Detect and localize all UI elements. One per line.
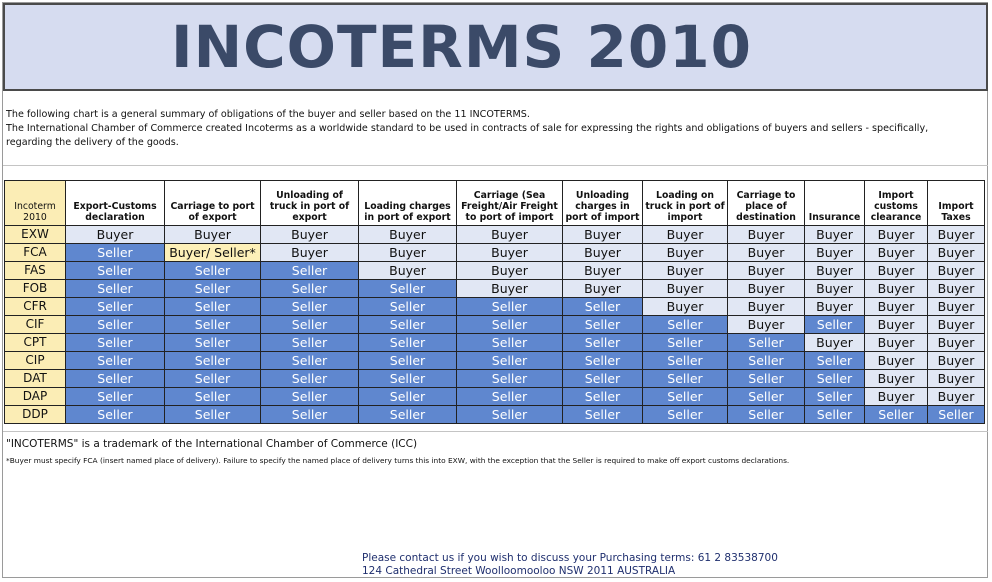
seller-cell: Seller [805,352,865,370]
seller-cell: Seller [457,388,563,406]
seller-cell: Seller [805,406,865,424]
buyer-cell: Buyer [359,262,457,280]
buyer-cell: Buyer [865,334,928,352]
trademark-note: "INCOTERMS" is a trademark of the International Chamber of Commerce (ICC) [6,438,418,450]
seller-cell: Seller [66,244,165,262]
seller-cell: Seller [563,370,643,388]
buyer-cell: Buyer [261,244,359,262]
seller-cell: Seller [728,370,805,388]
incoterm-cell: FAS [5,262,66,280]
seller-cell: Seller [805,370,865,388]
table-row [5,388,985,406]
contact-info [362,552,778,578]
seller-cell: Seller [261,352,359,370]
buyer-cell: Buyer [563,244,643,262]
table-row [5,262,985,280]
seller-cell: Seller [928,406,985,424]
column-header: Carriage to port of export [165,181,261,226]
divider [3,165,988,166]
contact-line-1: Please contact us if you wish to discuss your Purchasing terms: 61 2 83538700 [362,552,778,564]
buyer-cell: Buyer [563,226,643,244]
incoterm-cell: FOB [5,280,66,298]
seller-cell: Seller [728,334,805,352]
buyer-cell: Buyer [643,262,728,280]
buyer-cell: Buyer [865,262,928,280]
buyer-cell: Buyer [457,262,563,280]
buyer-cell: Buyer [359,226,457,244]
seller-cell: Seller [261,316,359,334]
table-header-row [5,181,985,226]
mixed-cell: Buyer/ Seller* [165,244,261,262]
table-row [5,226,985,244]
contact-address: 124 Cathedral Street Woolloomooloo NSW 2011 AUSTRALIA [362,565,676,577]
seller-cell: Seller [165,262,261,280]
seller-cell: Seller [66,298,165,316]
column-header: Carriage (Sea Freight/Air Freight to port of import [457,181,563,226]
seller-cell: Seller [261,298,359,316]
seller-cell: Seller [643,406,728,424]
buyer-cell: Buyer [457,280,563,298]
seller-cell: Seller [563,388,643,406]
buyer-cell: Buyer [805,298,865,316]
seller-cell: Seller [359,370,457,388]
buyer-cell: Buyer [643,280,728,298]
seller-cell: Seller [165,316,261,334]
seller-cell: Seller [261,262,359,280]
seller-cell: Seller [66,262,165,280]
buyer-cell: Buyer [865,388,928,406]
buyer-cell: Buyer [728,280,805,298]
seller-cell: Seller [728,406,805,424]
seller-cell: Seller [728,388,805,406]
seller-cell: Seller [165,298,261,316]
seller-cell: Seller [457,406,563,424]
column-header: Unloading of truck in port of export [261,181,359,226]
incoterm-cell: CFR [5,298,66,316]
seller-cell: Seller [728,352,805,370]
buyer-cell: Buyer [928,352,985,370]
buyer-cell: Buyer [928,370,985,388]
seller-cell: Seller [66,352,165,370]
column-header: Export-Customs declaration [66,181,165,226]
buyer-cell: Buyer [928,298,985,316]
incoterm-cell: DDP [5,406,66,424]
seller-cell: Seller [261,334,359,352]
buyer-cell: Buyer [928,388,985,406]
column-header: Import Taxes [928,181,985,226]
seller-cell: Seller [359,316,457,334]
title-banner [3,3,988,91]
table-row [5,316,985,334]
seller-cell: Seller [643,388,728,406]
buyer-cell: Buyer [928,280,985,298]
column-header: Insurance [805,181,865,226]
seller-cell: Seller [66,370,165,388]
seller-cell: Seller [563,406,643,424]
seller-cell: Seller [66,406,165,424]
seller-cell: Seller [359,280,457,298]
buyer-cell: Buyer [728,298,805,316]
buyer-cell: Buyer [865,370,928,388]
seller-cell: Seller [457,316,563,334]
column-header: Import customs clearance [865,181,928,226]
seller-cell: Seller [643,316,728,334]
seller-cell: Seller [261,280,359,298]
seller-cell: Seller [261,406,359,424]
intro-text [6,108,976,150]
buyer-cell: Buyer [865,226,928,244]
table-row [5,352,985,370]
buyer-cell: Buyer [643,298,728,316]
incoterm-cell: CIP [5,352,66,370]
table-row [5,280,985,298]
buyer-cell: Buyer [261,226,359,244]
buyer-note: *Buyer must specify FCA (insert named place of delivery). Failure to specify the named place of delivery turns this into EXW, with the exception that the Seller is required to make off export customs declarations. [6,456,790,465]
seller-cell: Seller [563,334,643,352]
buyer-cell: Buyer [805,244,865,262]
seller-cell: Seller [643,352,728,370]
seller-cell: Seller [359,388,457,406]
seller-cell: Seller [457,334,563,352]
buyer-cell: Buyer [865,298,928,316]
buyer-cell: Buyer [728,226,805,244]
incoterm-cell: CIF [5,316,66,334]
buyer-cell: Buyer [165,226,261,244]
seller-cell: Seller [66,316,165,334]
buyer-cell: Buyer [928,226,985,244]
buyer-cell: Buyer [728,244,805,262]
seller-cell: Seller [643,334,728,352]
buyer-cell: Buyer [457,226,563,244]
seller-cell: Seller [66,280,165,298]
buyer-cell: Buyer [359,244,457,262]
seller-cell: Seller [261,370,359,388]
seller-cell: Seller [563,352,643,370]
seller-cell: Seller [457,298,563,316]
seller-cell: Seller [359,298,457,316]
seller-cell: Seller [165,334,261,352]
column-header-incoterm: Incoterm 2010 [5,181,66,226]
intro-line-2: The International Chamber of Commerce created Incoterms as a worldwide standard to be used in contracts of sale for expressing the rights and obligations of buyers and sellers - specifically, regarding the delivery of the goods. [6,123,929,148]
seller-cell: Seller [563,316,643,334]
table-row [5,334,985,352]
column-header: Loading on truck in port of import [643,181,728,226]
table-row [5,370,985,388]
buyer-cell: Buyer [865,352,928,370]
seller-cell: Seller [457,352,563,370]
buyer-cell: Buyer [805,226,865,244]
column-header: Unloading charges in port of import [563,181,643,226]
incoterm-cell: FCA [5,244,66,262]
seller-cell: Seller [359,406,457,424]
buyer-cell: Buyer [805,280,865,298]
seller-cell: Seller [66,334,165,352]
seller-cell: Seller [165,388,261,406]
seller-cell: Seller [457,370,563,388]
seller-cell: Seller [359,352,457,370]
incoterms-table [4,180,985,424]
column-header: Carriage to place of destination [728,181,805,226]
seller-cell: Seller [165,370,261,388]
buyer-cell: Buyer [865,316,928,334]
table-row [5,298,985,316]
buyer-cell: Buyer [805,334,865,352]
column-header: Loading charges in port of export [359,181,457,226]
buyer-cell: Buyer [928,334,985,352]
buyer-cell: Buyer [643,244,728,262]
seller-cell: Seller [165,280,261,298]
divider [3,431,988,432]
seller-cell: Seller [261,388,359,406]
buyer-cell: Buyer [457,244,563,262]
seller-cell: Seller [563,298,643,316]
footnotes [6,437,976,467]
buyer-cell: Buyer [66,226,165,244]
seller-cell: Seller [865,406,928,424]
intro-line-1: The following chart is a general summary of obligations of the buyer and seller based on the 11 INCOTERMS. [6,109,530,120]
seller-cell: Seller [805,316,865,334]
seller-cell: Seller [165,352,261,370]
buyer-cell: Buyer [928,262,985,280]
buyer-cell: Buyer [643,226,728,244]
seller-cell: Seller [643,370,728,388]
seller-cell: Seller [805,388,865,406]
seller-cell: Seller [165,406,261,424]
buyer-cell: Buyer [928,244,985,262]
buyer-cell: Buyer [865,280,928,298]
buyer-cell: Buyer [563,262,643,280]
buyer-cell: Buyer [728,262,805,280]
table-row [5,406,985,424]
buyer-cell: Buyer [928,316,985,334]
buyer-cell: Buyer [805,262,865,280]
seller-cell: Seller [66,388,165,406]
incoterm-cell: DAT [5,370,66,388]
incoterm-cell: CPT [5,334,66,352]
incoterm-cell: EXW [5,226,66,244]
seller-cell: Seller [359,334,457,352]
incoterm-cell: DAP [5,388,66,406]
page-title: INCOTERMS 2010 [171,13,752,81]
buyer-cell: Buyer [563,280,643,298]
table-row [5,244,985,262]
buyer-cell: Buyer [728,316,805,334]
table-body [5,226,985,424]
buyer-cell: Buyer [865,244,928,262]
